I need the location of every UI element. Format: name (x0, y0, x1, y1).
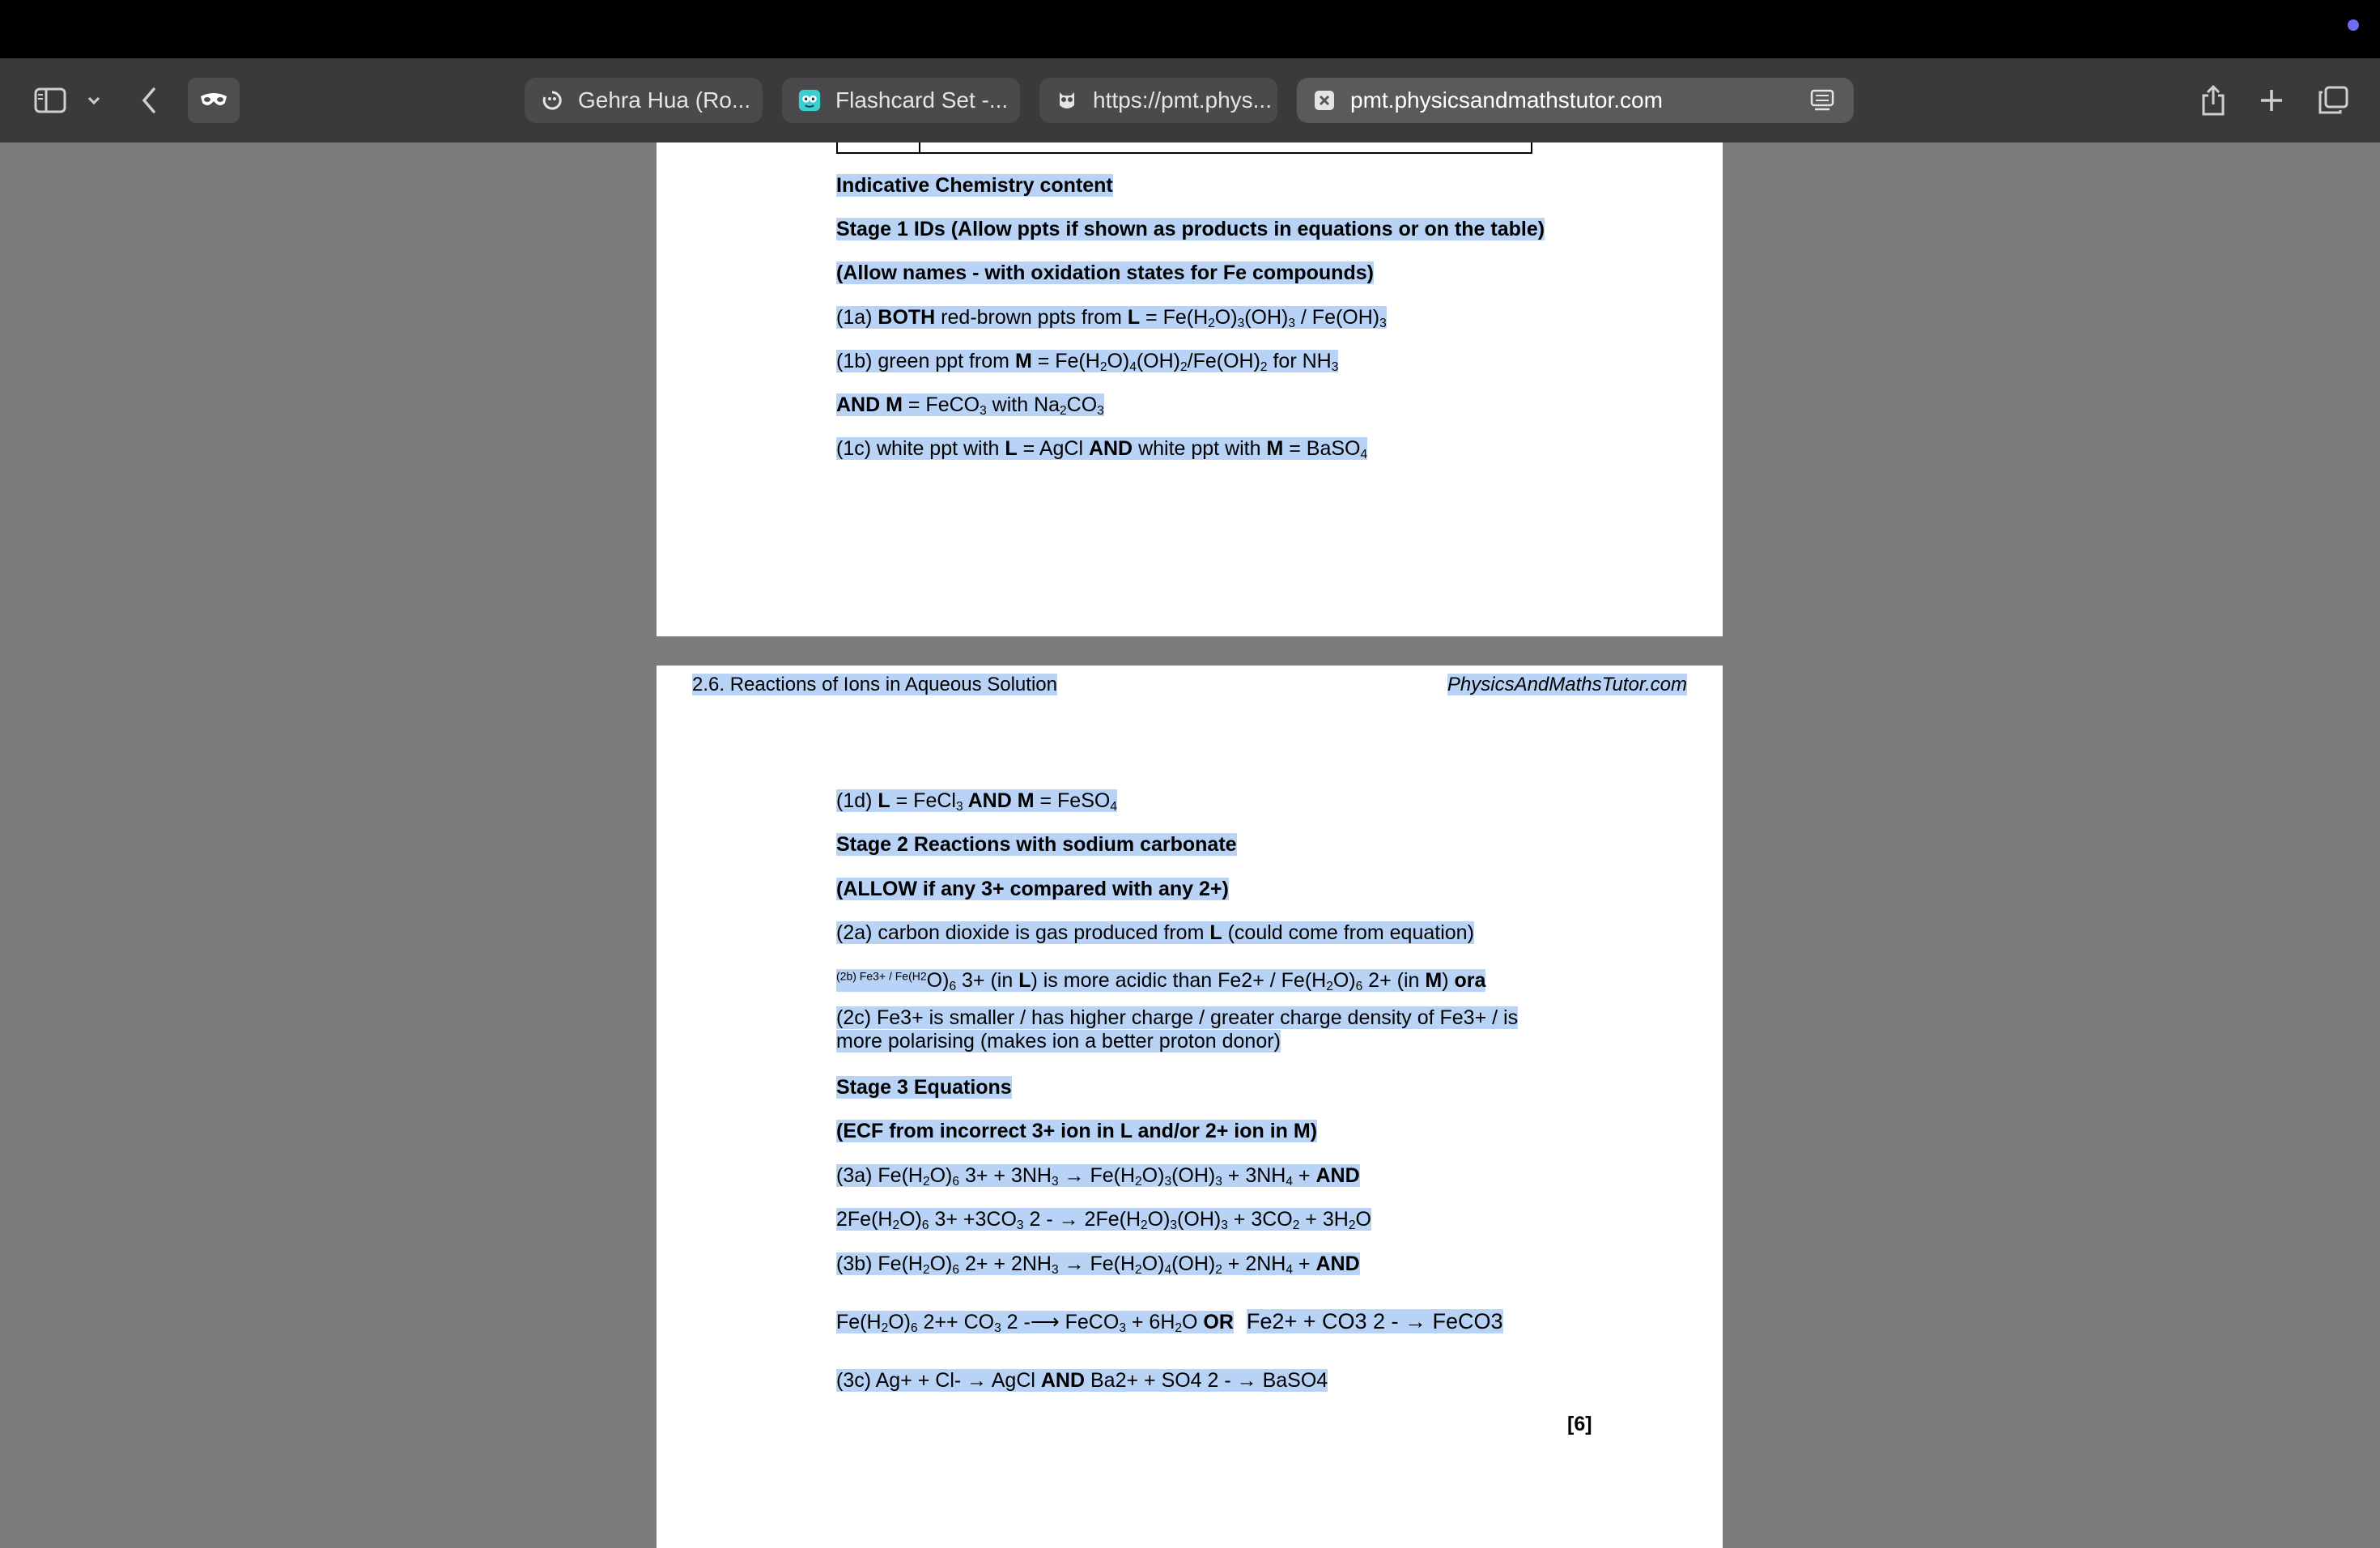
tab-pmt-active[interactable] (1297, 78, 1854, 123)
tab-label: Flashcard Set -... (835, 87, 1009, 113)
pdf-viewer[interactable] (0, 142, 2380, 1548)
allow-names-line: (Allow names - with oxidation states for Fe compounds) (836, 262, 1374, 284)
line-2a: (2a) carbon dioxide is gas produced from L (could come from equation) (836, 921, 1474, 944)
chevron-down-icon[interactable] (84, 89, 104, 112)
spiral-icon (541, 89, 563, 112)
tab-flashcard-set[interactable] (782, 78, 1020, 123)
marks-total: [6] (1567, 1413, 1592, 1435)
line-3b: (3b) $Fe(H_2O)_6$ $2+ + 2NH_3 \to Fe(H_2O)_4(OH)_2 + 2NH_4$ + AND (836, 1252, 1360, 1277)
tab-gehra-hua[interactable] (525, 78, 763, 123)
line-1c: (1c) white ppt with L = AgCl AND white ppt with M = BaSO$_4$ (836, 437, 1368, 461)
owl-icon (1056, 89, 1078, 112)
line-1a: (1a) BOTH red-brown ppts from $L = Fe(H_2O)_3(OH)_3 / Fe(OH)_3$ (836, 306, 1387, 330)
sidebar-toggle-icon[interactable] (31, 83, 70, 118)
mark-table (836, 142, 1532, 154)
line-1d: (1d) L = FeCl$_3$ AND M = FeSO$_4$ (836, 789, 1117, 814)
tab-pmt-phys[interactable] (1039, 78, 1277, 123)
new-tab-plus-icon[interactable] (2255, 84, 2288, 117)
line-1b: (1b) green ppt from $M = Fe(H_2O)_4(OH)_2/Fe(OH)_2$ for $NH_3$ (836, 350, 1339, 374)
system-menu-bar (0, 0, 2380, 58)
close-icon[interactable] (1313, 89, 1336, 112)
page-header-left: 2.6. Reactions of Ions in Aqueous Solution (692, 674, 1057, 695)
pdf-page (657, 666, 1723, 1548)
tab-overview-icon[interactable] (2315, 84, 2351, 117)
quizlet-icon (798, 89, 821, 112)
pdf-page (657, 142, 1723, 636)
line-3b-2: $Fe(H_2O)_6$ $2++ CO_3$ 2 -⟶ FeCO$_3$ + $6H_2O$ OR Fe2+ + CO3 2 - → FeCO3 (836, 1309, 1503, 1335)
stage2-heading: Stage 2 Reactions with sodium carbonate (836, 833, 1237, 856)
share-icon[interactable] (2195, 81, 2231, 120)
page-header-right: PhysicsAndMathsTutor.com (1447, 674, 1687, 695)
line-3a-2: $2Fe(H_2O)_6$ $3+ +3CO_3$ 2 - → $2Fe(H_2O)_3(OH)_3 + 3CO_2 + 3H_2O$ (836, 1208, 1371, 1232)
private-mask-icon[interactable] (188, 78, 240, 123)
tab-label: pmt.physicsandmathstutor.com (1350, 87, 1663, 113)
indicative-title: Indicative Chemistry content (836, 174, 1113, 197)
reader-icon[interactable] (1810, 89, 1834, 117)
line-3b-alt: Fe2+ + CO3 2 - → FeCO3 (1246, 1309, 1503, 1333)
allow-line: (ALLOW if any 3+ compared with any 2+) (836, 878, 1229, 900)
line-3c: (3c) Ag+ + Cl- → AgCl AND Ba2+ + SO4 2 - → BaSO4 (836, 1369, 1328, 1392)
line-2b: $^{(2b) Fe3+ / Fe(H2}O)_6$ 3+ (in L) is more acidic than $Fe2+ / Fe(H_2O)_6$ 2+ (in M) ora (836, 969, 1486, 994)
back-arrow-icon[interactable] (134, 83, 164, 118)
line-2c: (2c) Fe3+ is smaller / has higher charge / greater charge density of Fe3+ / is more polarising (makes ion a better proton donor) (836, 1006, 1519, 1053)
stage3-heading: Stage 3 Equations (836, 1076, 1012, 1099)
ecf-line: (ECF from incorrect 3+ ion in L and/or 2+ ion in M) (836, 1120, 1318, 1142)
status-dot (2348, 19, 2359, 31)
line-and-m: AND M = FeCO$_3$ with $Na_2CO_3$ (836, 393, 1104, 418)
tab-label: https://pmt.phys... (1093, 87, 1272, 113)
browser-toolbar (0, 58, 2380, 142)
tab-label: Gehra Hua (Ro... (578, 87, 751, 113)
stage1-heading: Stage 1 IDs (Allow ppts if shown as products in equations or on the table) (836, 218, 1545, 240)
line-3a: (3a) $Fe(H_2O)_6$ $3+ + 3NH_3 \to Fe(H_2O)_3(OH)_3 + 3NH_4$ + AND (836, 1164, 1360, 1189)
